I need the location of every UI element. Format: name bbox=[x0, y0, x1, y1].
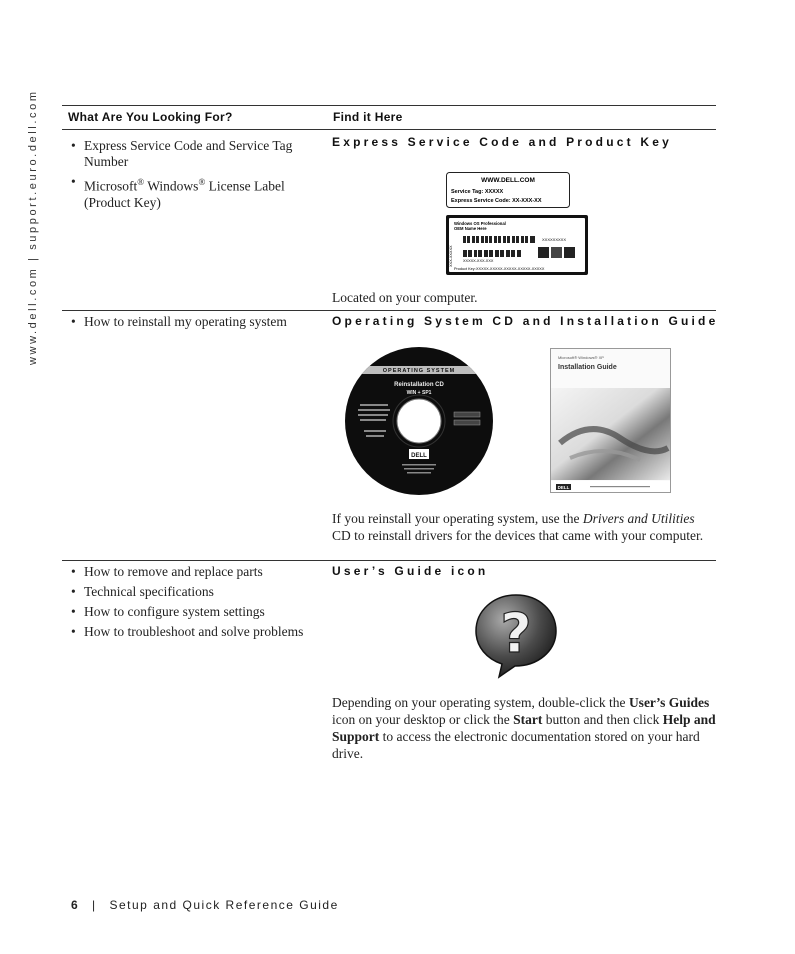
os-cd-image bbox=[344, 346, 494, 496]
guide-title: Installation Guide bbox=[558, 364, 617, 371]
list-item: • How to reinstall my operating system bbox=[62, 314, 312, 330]
cd-logo: DELL bbox=[411, 453, 427, 459]
info-table bbox=[62, 105, 719, 861]
header-col1: What Are You Looking For? bbox=[68, 110, 233, 124]
sticker2-line2: OEM Name Here bbox=[454, 226, 487, 231]
cd-line1: Reinstallation CD bbox=[394, 382, 444, 388]
help-question-glyph: ? bbox=[500, 602, 532, 665]
footer-title: Setup and Quick Reference Guide bbox=[109, 898, 339, 912]
page-number: 6 bbox=[71, 898, 80, 912]
sticker1-line2: Service Tag: XXXXX bbox=[451, 189, 504, 195]
row-express-service bbox=[62, 130, 716, 311]
sticker2-line1: Windows OS Professional bbox=[454, 221, 506, 226]
header-col2: Find it Here bbox=[333, 110, 403, 124]
list-item: • Technical specifications bbox=[62, 584, 312, 600]
barcode-2 bbox=[463, 250, 521, 257]
sticker2-key: XXXXX-XXXXX-XXXXX-XXXXX-XXXXX bbox=[476, 267, 545, 271]
page-footer bbox=[71, 898, 339, 912]
row1-right bbox=[332, 135, 716, 149]
sticker2-key-label: Product Key: bbox=[454, 267, 476, 271]
row2-right bbox=[332, 314, 719, 328]
guide-subtitle: Microsoft® Windows® XP bbox=[558, 355, 604, 360]
list-item: • Express Service Code and Service Tag Number bbox=[62, 138, 312, 170]
row2-text: If you reinstall your operating system, use the Drivers and Utilities CD to reinstall drivers for the devices that came with your computer. bbox=[332, 511, 704, 543]
row3-right bbox=[332, 564, 716, 578]
row-os-cd bbox=[62, 311, 719, 561]
list-item: • How to troubleshoot and solve problems bbox=[62, 624, 312, 640]
logo-square bbox=[564, 247, 575, 258]
section-title: Express Service Code and Product Key bbox=[332, 135, 672, 149]
row3-text: Depending on your operating system, double-click the User’s Guides icon on your desktop or click the Start button and then click Help and Support to access the electronic documentation stored on your hard drive. bbox=[332, 695, 716, 761]
sticker2-code2: XXXXX-XXX-XXX bbox=[463, 259, 494, 263]
installation-guide-image bbox=[550, 348, 672, 494]
footer-separator: | bbox=[92, 898, 97, 912]
sticker2-side: XXX-XXXXX bbox=[449, 245, 453, 267]
row1-text: Located on your computer. bbox=[332, 290, 478, 305]
list-item: • How to remove and replace parts bbox=[62, 564, 312, 580]
section-title: User’s Guide icon bbox=[332, 564, 489, 578]
sticker1-line3: Express Service Code: XX-XXX-XX bbox=[451, 198, 542, 204]
list-item: • How to configure system settings bbox=[62, 604, 312, 620]
sticker2-code1: XXXXXXXXX bbox=[542, 237, 567, 242]
side-url-text: www.dell.com | support.euro.dell.com bbox=[27, 89, 39, 365]
help-question-icon[interactable] bbox=[472, 591, 560, 679]
cd-line2: WIN + SP1 bbox=[406, 390, 432, 396]
row3-left bbox=[62, 564, 312, 644]
row1-left bbox=[62, 138, 312, 215]
row2-left bbox=[62, 314, 312, 334]
cd-band-text: OPERATING SYSTEM bbox=[382, 368, 456, 374]
table-header bbox=[62, 105, 716, 130]
logo-square bbox=[538, 247, 549, 258]
service-tag-stickers bbox=[446, 172, 590, 278]
sticker1-line1: WWW.DELL.COM bbox=[481, 177, 535, 184]
logo-square bbox=[551, 247, 562, 258]
row-users-guide bbox=[62, 561, 716, 861]
barcode-1 bbox=[463, 236, 535, 243]
list-item: • Microsoft® Windows® License Label (Product Key) bbox=[62, 174, 312, 211]
guide-logo: DELL bbox=[557, 485, 570, 490]
section-title: Operating System CD and Installation Guide bbox=[332, 314, 719, 328]
